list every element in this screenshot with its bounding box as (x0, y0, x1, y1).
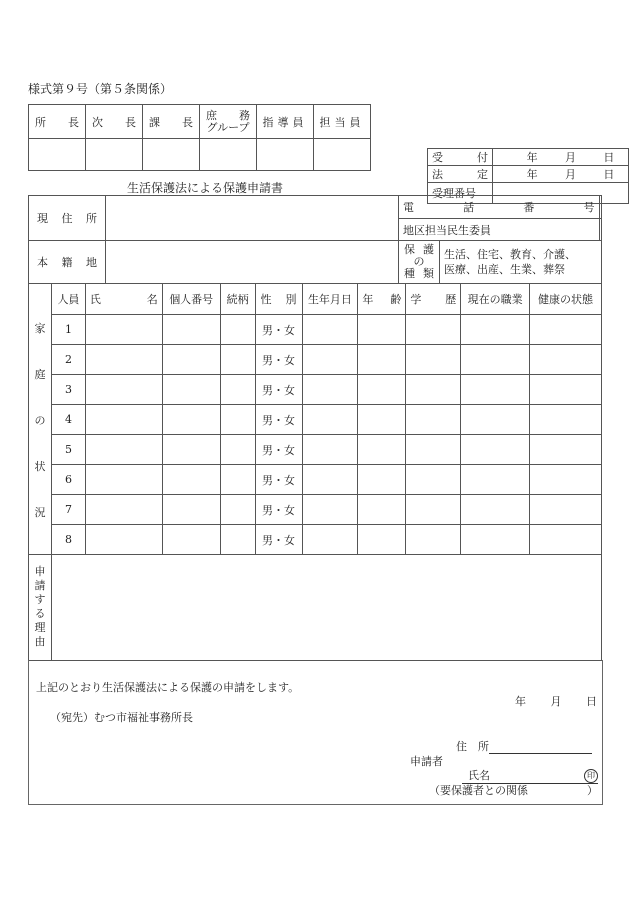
label-char: 庭 (34, 368, 46, 381)
label-char: 由 (34, 635, 46, 648)
label-char: 課 (149, 115, 160, 129)
label-char: 法 (432, 168, 443, 181)
education-field[interactable] (406, 495, 461, 525)
col-header-name (85, 284, 162, 315)
month-label: 月 (564, 168, 576, 181)
form-number: 様式第９号（第５条関係） (28, 82, 173, 96)
health-field[interactable] (530, 465, 602, 495)
age-field[interactable] (358, 405, 406, 435)
label-char: 護 (423, 243, 434, 256)
education-field[interactable] (406, 315, 461, 345)
label-char: の (413, 255, 425, 268)
education-field[interactable] (406, 345, 461, 375)
label-char: 地 (86, 256, 97, 269)
occupation-field[interactable] (461, 465, 530, 495)
id-number-field[interactable] (162, 435, 220, 465)
approval-stamp-section-chief[interactable] (143, 139, 200, 171)
sex-field[interactable]: 男・女 (255, 375, 302, 405)
label-char: 類 (423, 267, 434, 280)
current-address-label (29, 196, 106, 241)
sex-field[interactable]: 男・女 (255, 495, 302, 525)
id-number-field[interactable] (162, 405, 220, 435)
label-char: す (34, 593, 46, 606)
year-label: 年 (526, 151, 538, 164)
name-field[interactable] (85, 405, 162, 435)
label-char: 長 (125, 115, 136, 129)
table-row (29, 345, 602, 375)
health-field[interactable] (530, 435, 602, 465)
label-char: 別 (285, 293, 297, 306)
name-field[interactable] (85, 495, 162, 525)
protection-types-line: 医療、出産、生業、葬祭 (444, 263, 565, 276)
reason-field[interactable] (52, 555, 602, 661)
occupation-field[interactable] (461, 525, 530, 555)
applicant-info-table (28, 195, 602, 284)
birthdate-field[interactable] (302, 465, 358, 495)
col-header-relation: 続柄 (220, 284, 255, 315)
protection-types-line: 生活、住宅、教育、介護、 (444, 248, 576, 261)
col-header-birthdate: 生年月日 (302, 284, 358, 315)
applicant-address-field[interactable] (489, 741, 592, 754)
label-char: 住 (61, 212, 73, 225)
health-field[interactable] (530, 525, 602, 555)
sex-field[interactable]: 男・女 (255, 435, 302, 465)
table-row (29, 465, 602, 495)
label-char: 本 (37, 256, 48, 269)
birthdate-field[interactable] (302, 345, 358, 375)
family-table (28, 283, 602, 555)
education-field[interactable] (406, 465, 461, 495)
col-header-occupation: 現在の職業 (461, 284, 530, 315)
age-field[interactable] (358, 375, 406, 405)
health-field[interactable] (530, 405, 602, 435)
relation-row[interactable] (429, 782, 598, 798)
applicant-address-row (456, 738, 592, 754)
approval-header-caseworker: 担当員 (314, 105, 371, 139)
approval-table (28, 104, 371, 171)
health-field[interactable] (530, 345, 602, 375)
col-header-health: 健康の状態 (530, 284, 602, 315)
age-field[interactable] (358, 315, 406, 345)
approval-header-section-chief (143, 105, 200, 139)
statutory-label (428, 166, 493, 183)
name-field[interactable] (85, 435, 162, 465)
page-title: 生活保護法による保護申請書 (126, 181, 283, 195)
relation-field[interactable] (220, 525, 255, 555)
domicile-field[interactable] (106, 241, 399, 284)
current-address-field[interactable] (106, 196, 399, 241)
label-char: 次 (92, 115, 103, 129)
relation-label: （要保護者との関係 (429, 784, 528, 797)
approval-header-deputy (86, 105, 143, 139)
approval-stamp-caseworker[interactable] (314, 139, 371, 171)
year-label: 年 (526, 168, 538, 181)
health-field[interactable] (530, 375, 602, 405)
table-row (29, 375, 602, 405)
approval-stamp-general-affairs[interactable] (200, 139, 257, 171)
table-row (29, 435, 602, 465)
addressee: （宛先）むつ市福祉事務所長 (50, 711, 193, 724)
id-number-field[interactable] (162, 315, 220, 345)
reason-label (29, 555, 52, 661)
sex-field[interactable]: 男・女 (255, 345, 302, 375)
applicant-label: 申請者 (410, 755, 443, 768)
member-number: 7 (51, 495, 85, 525)
receipt-number-label: 受理番号 (428, 183, 493, 204)
label-char: 号 (583, 201, 595, 214)
label-char: 電 (403, 201, 414, 214)
label-char: 話 (463, 201, 475, 214)
member-number: 5 (51, 435, 85, 465)
relation-field[interactable] (220, 315, 255, 345)
birthdate-field[interactable] (302, 525, 358, 555)
birthdate-field[interactable] (302, 315, 358, 345)
relation-field[interactable] (220, 435, 255, 465)
welfare-commissioner-label: 地区担当民生委員 (399, 219, 600, 241)
received-date-field[interactable] (493, 149, 629, 166)
col-header-id-number: 個人番号 (162, 284, 220, 315)
education-field[interactable] (406, 435, 461, 465)
approval-header-instructor: 指導員 (257, 105, 314, 139)
month-label: 月 (564, 151, 576, 164)
label-char: 申 (34, 565, 46, 578)
day-label: 日 (603, 151, 615, 164)
welfare-commissioner-field[interactable] (599, 219, 602, 241)
id-number-field[interactable] (162, 465, 220, 495)
name-field[interactable] (85, 375, 162, 405)
relation-field[interactable] (220, 405, 255, 435)
label-char: 籍 (61, 256, 73, 269)
age-field[interactable] (358, 465, 406, 495)
member-number: 1 (51, 315, 85, 345)
declaration-date[interactable] (515, 693, 597, 709)
label-char: 学 (410, 293, 422, 306)
member-number: 8 (51, 525, 85, 555)
label-sub: グループ (206, 120, 250, 134)
relation-field[interactable] (220, 375, 255, 405)
col-header-sex (255, 284, 302, 315)
label-char: 性 (260, 293, 272, 306)
label-char: 受 (432, 151, 443, 164)
label-char: 庶 (206, 108, 217, 122)
member-number: 3 (51, 375, 85, 405)
declaration-statement: 上記のとおり生活保護法による保護の申請をします。 (36, 681, 300, 694)
member-number: 2 (51, 345, 85, 375)
label-char: 理 (34, 621, 46, 634)
approval-stamp-director[interactable] (29, 139, 86, 171)
label-char: 現 (37, 212, 48, 225)
name-field[interactable] (85, 525, 162, 555)
received-label (428, 149, 493, 166)
relation-close: ） (587, 784, 598, 797)
label-char: 定 (477, 168, 488, 181)
label-char: 番 (523, 201, 535, 214)
health-field[interactable] (530, 315, 602, 345)
education-field[interactable] (406, 375, 461, 405)
sex-field[interactable]: 男・女 (255, 405, 302, 435)
col-header-education (406, 284, 461, 315)
birthdate-field[interactable] (302, 435, 358, 465)
label-char: 長 (68, 115, 79, 129)
occupation-field[interactable] (461, 495, 530, 525)
name-label: 氏名 (468, 769, 490, 782)
occupation-field[interactable] (461, 345, 530, 375)
day-label: 日 (603, 168, 615, 181)
label-char: 名 (146, 293, 158, 306)
table-row (29, 315, 602, 345)
education-field[interactable] (406, 525, 461, 555)
approval-stamp-instructor[interactable] (257, 139, 314, 171)
birthdate-field[interactable] (302, 405, 358, 435)
birthdate-field[interactable] (302, 495, 358, 525)
label-char: 種 (404, 267, 415, 280)
address-label: 住 所 (456, 740, 489, 753)
protection-types (440, 241, 602, 284)
family-side-label (29, 284, 52, 555)
id-number-field[interactable] (162, 525, 220, 555)
label-char: 所 (86, 212, 97, 225)
label-char: 請 (34, 579, 46, 592)
health-field[interactable] (530, 495, 602, 525)
id-number-field[interactable] (162, 495, 220, 525)
phone-field[interactable] (599, 196, 602, 219)
relation-field[interactable] (220, 495, 255, 525)
name-field[interactable] (85, 315, 162, 345)
age-field[interactable] (358, 345, 406, 375)
label-char: の (34, 414, 46, 427)
relation-field[interactable] (220, 345, 255, 375)
member-number: 4 (51, 405, 85, 435)
label-char: 務 (239, 108, 250, 122)
label-char: 長 (182, 115, 193, 129)
table-row (29, 405, 602, 435)
domicile-label (29, 241, 106, 284)
id-number-field[interactable] (162, 345, 220, 375)
label-char: 歴 (445, 293, 457, 306)
label-char: 齢 (390, 293, 402, 306)
sex-field[interactable]: 男・女 (255, 525, 302, 555)
age-field[interactable] (358, 435, 406, 465)
month-label: 月 (550, 695, 562, 708)
declaration-section (28, 660, 603, 805)
table-row (29, 525, 602, 555)
label-char: 所 (35, 115, 46, 129)
col-header-age (358, 284, 406, 315)
name-field[interactable] (85, 465, 162, 495)
label-char: る (34, 607, 46, 620)
col-header-member: 人員 (51, 284, 85, 315)
label-char: 家 (34, 322, 46, 335)
approval-stamp-deputy[interactable] (86, 139, 143, 171)
age-field[interactable] (358, 525, 406, 555)
relation-field[interactable] (220, 465, 255, 495)
approval-header-director (29, 105, 86, 139)
label-char: 保 (404, 243, 415, 256)
member-number: 6 (51, 465, 85, 495)
label-char: 況 (34, 506, 46, 519)
phone-label (399, 196, 600, 219)
label-char: 付 (477, 151, 488, 164)
age-field[interactable] (358, 495, 406, 525)
protection-type-label (399, 241, 440, 284)
table-row (29, 495, 602, 525)
id-number-field[interactable] (162, 375, 220, 405)
year-label: 年 (515, 695, 526, 708)
day-label: 日 (586, 695, 597, 708)
seal-icon: 印 (584, 769, 598, 783)
sex-field[interactable]: 男・女 (255, 465, 302, 495)
occupation-field[interactable] (461, 405, 530, 435)
label-char: 年 (362, 293, 374, 306)
label-char: 氏 (89, 293, 101, 306)
statutory-date-field[interactable] (493, 166, 629, 183)
approval-header-general-affairs (200, 105, 257, 139)
occupation-field[interactable] (461, 375, 530, 405)
reason-table (28, 554, 602, 661)
birthdate-field[interactable] (302, 375, 358, 405)
education-field[interactable] (406, 405, 461, 435)
name-field[interactable] (85, 345, 162, 375)
occupation-field[interactable] (461, 315, 530, 345)
sex-field[interactable]: 男・女 (255, 315, 302, 345)
occupation-field[interactable] (461, 435, 530, 465)
label-char: 状 (34, 460, 46, 473)
